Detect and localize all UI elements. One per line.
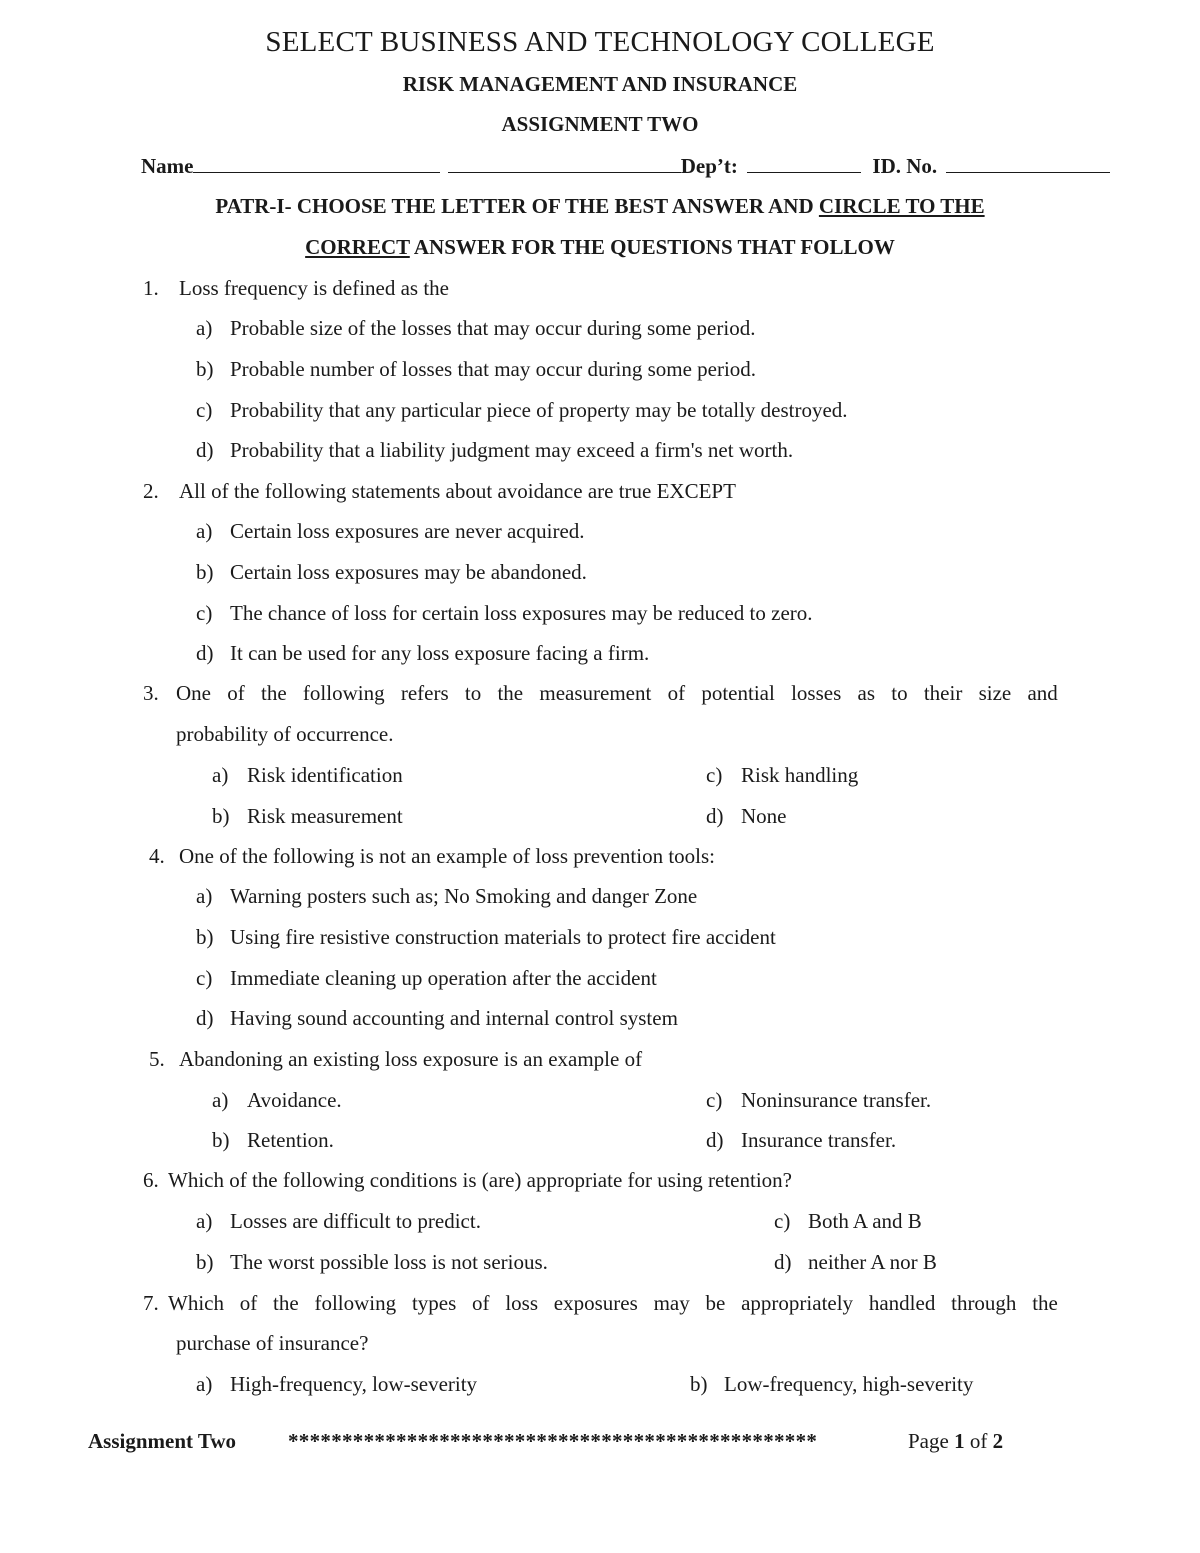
option-2b[interactable]: b) Certain loss exposures may be abandoned. — [196, 560, 587, 584]
dept-blank[interactable] — [747, 152, 861, 173]
option-2d[interactable]: d) It can be used for any loss exposure facing a firm. — [196, 641, 650, 665]
question-1 — [143, 276, 449, 301]
instruction-text: PATR-I- CHOOSE THE LETTER OF THE BEST ANSWER AND — [215, 194, 819, 218]
question-5 — [149, 1047, 642, 1072]
question-number: 5. — [149, 1047, 165, 1071]
option-2c[interactable]: c) The chance of loss for certain loss exposures may be reduced to zero. — [196, 601, 813, 625]
option-3b[interactable]: b) Risk measurement — [212, 804, 403, 828]
question-number: 6. — [143, 1168, 159, 1192]
option-1c[interactable]: c) Probability that any particular piece of property may be totally destroyed. — [196, 398, 848, 422]
name-blank-2[interactable] — [448, 152, 681, 173]
option-4b[interactable]: b) Using fire resistive construction materials to protect fire accident — [196, 925, 776, 949]
student-info-row — [141, 152, 1110, 179]
option-6d[interactable]: d) neither A nor B — [774, 1250, 937, 1274]
option-5c[interactable]: c) Noninsurance transfer. — [706, 1088, 932, 1112]
question-text: Abandoning an existing loss exposure is an example of — [179, 1047, 643, 1071]
question-3-text-line1: One of the following refers to the measurement of potential losses as to their size and — [176, 681, 1058, 705]
question-number: 1. — [143, 276, 159, 300]
footer-left: Assignment Two — [88, 1429, 236, 1453]
question-number: 3. — [143, 681, 159, 705]
instruction-underlined: CORRECT — [305, 235, 410, 259]
question-6 — [143, 1168, 792, 1193]
option-1b[interactable]: b) Probable number of losses that may occur during some period. — [196, 357, 757, 381]
question-number: 2. — [143, 479, 159, 503]
option-3a[interactable]: a) Risk identification — [212, 763, 403, 787]
question-text: One of the following is not an example of loss prevention tools: — [179, 844, 715, 868]
dept-label: Dep’t: — [680, 154, 738, 178]
instruction-text: ANSWER FOR THE QUESTIONS THAT FOLLOW — [409, 235, 895, 259]
option-4a[interactable]: a) Warning posters such as; No Smoking and danger Zone — [196, 884, 698, 908]
option-1a[interactable]: a) Probable size of the losses that may occur during some period. — [196, 316, 756, 340]
course-title: RISK MANAGEMENT AND INSURANCE — [402, 72, 798, 96]
option-1d[interactable]: d) Probability that a liability judgment may exceed a firm's net worth. — [196, 438, 794, 462]
question-4 — [149, 844, 715, 869]
assignment-title: ASSIGNMENT TWO — [501, 112, 699, 136]
question-3-text-line2: probability of occurrence. — [176, 722, 394, 746]
question-3 — [143, 681, 176, 706]
id-label: ID. No. — [872, 154, 938, 178]
question-text: All of the following statements about avoidance are true EXCEPT — [179, 479, 736, 503]
id-blank[interactable] — [946, 152, 1110, 173]
option-7b[interactable]: b) Low-frequency, high-severity — [690, 1372, 974, 1396]
question-7-text-line2: purchase of insurance? — [176, 1331, 369, 1355]
question-2 — [143, 479, 736, 504]
question-7-text-line1: Which of the following types of loss exposures may be appropriately handled through the — [168, 1291, 1058, 1315]
question-number: 7. — [143, 1291, 159, 1315]
name-blank-1[interactable] — [193, 152, 440, 173]
name-label: Name — [141, 154, 194, 178]
option-4d[interactable]: d) Having sound accounting and internal control system — [196, 1006, 678, 1030]
option-5b[interactable]: b) Retention. — [212, 1128, 334, 1152]
option-4c[interactable]: c) Immediate cleaning up operation after the accident — [196, 966, 657, 990]
question-text: Which of the following conditions is (are) appropriate for using retention? — [168, 1168, 792, 1192]
footer-stars: ************************************************* — [288, 1429, 818, 1453]
option-2a[interactable]: a) Certain loss exposures are never acquired. — [196, 519, 585, 543]
question-7 — [143, 1291, 168, 1316]
option-3c[interactable]: c) Risk handling — [706, 763, 859, 787]
part-instructions-line2 — [0, 235, 1200, 260]
question-text: Loss frequency is defined as the — [179, 276, 449, 300]
option-6b[interactable]: b) The worst possible loss is not serious. — [196, 1250, 548, 1274]
instruction-underlined: CIRCLE TO THE — [818, 194, 985, 218]
option-6a[interactable]: a) Losses are difficult to predict. — [196, 1209, 481, 1233]
college-name: SELECT BUSINESS AND TECHNOLOGY COLLEGE — [265, 26, 935, 58]
part-instructions-line1 — [0, 194, 1200, 219]
page-number: Page 1 of 2 — [908, 1429, 1004, 1453]
option-3d[interactable]: d) None — [706, 804, 787, 828]
option-5a[interactable]: a) Avoidance. — [212, 1088, 342, 1112]
option-5d[interactable]: d) Insurance transfer. — [706, 1128, 897, 1152]
question-number: 4. — [149, 844, 165, 868]
option-7a[interactable]: a) High-frequency, low-severity — [196, 1372, 478, 1396]
option-6c[interactable]: c) Both A and B — [774, 1209, 922, 1233]
